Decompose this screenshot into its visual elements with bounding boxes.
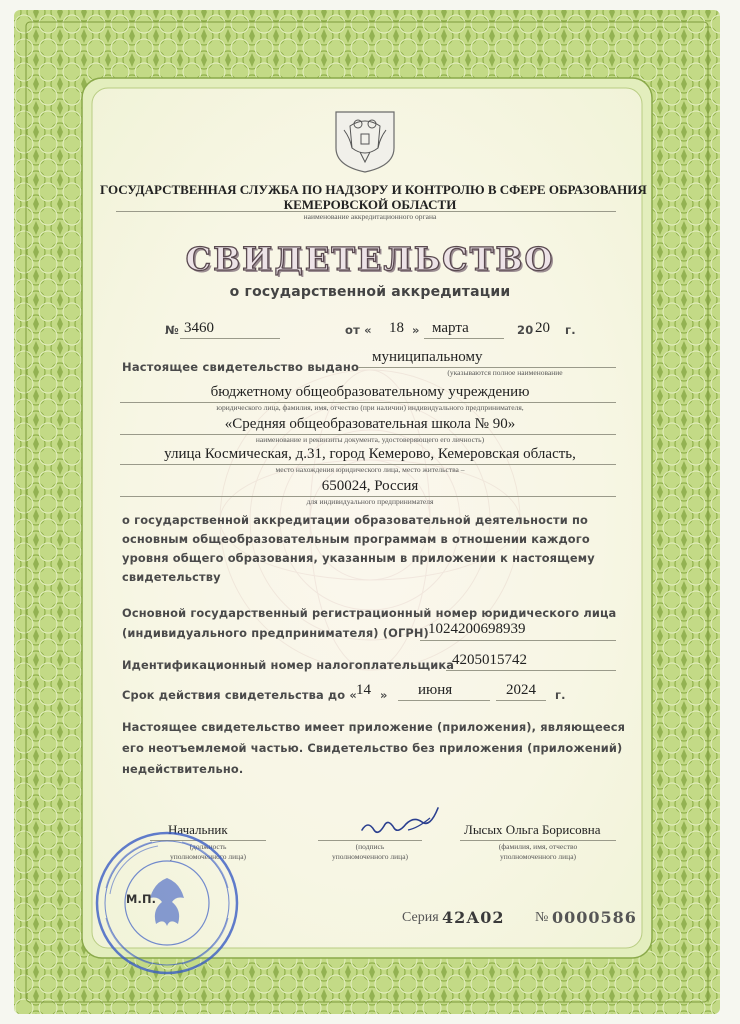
position-caption2: уполномоченного лица) <box>169 852 247 861</box>
validity-label: Срок действия свидетельства до « <box>122 688 357 702</box>
position-caption1: (должность <box>189 842 227 851</box>
document-subtitle: о государственной аккредитации <box>229 284 511 300</box>
issue-day-close: » <box>412 323 420 337</box>
accreditation-line4: свидетельству <box>122 570 221 584</box>
sign-caption2: уполномоченного лица) <box>331 852 409 861</box>
validity-year-label: г. <box>555 688 566 702</box>
validity-month: июня <box>418 682 453 698</box>
authority-caption: наименование аккредитационного органа <box>303 212 437 221</box>
signature-mark <box>348 800 448 842</box>
signer-name: Лысых Ольга Борисовна <box>464 822 601 837</box>
issued-caption2: юридического лица, фамилия, имя, отчество (при наличии) индивидуального предпринимателя, <box>216 403 524 412</box>
blank-number: 0000586 <box>552 908 637 927</box>
blank-number-label: № <box>535 910 549 925</box>
appendix-line2: его неотъемлемой частью. Свидетельство без приложения (приложений) <box>122 741 623 755</box>
issued-value3: «Средняя общеобразовательная школа № 90» <box>224 416 516 432</box>
ogrn-value: 1024200698939 <box>428 621 526 637</box>
validity-day: 14 <box>356 682 371 698</box>
stamp-place-label: М.П. <box>126 892 157 906</box>
emblem-icon <box>330 108 400 174</box>
ogrn-label1: Основной государственный регистрационный номер юридического лица <box>122 606 617 620</box>
issue-year-suffix: 20 <box>535 320 550 336</box>
name-caption2: уполномоченного лица) <box>499 852 577 861</box>
issued-value1: муниципальному <box>372 349 483 365</box>
accreditation-line3: уровня общего образования, указанным в приложении к настоящему <box>122 551 595 565</box>
inn-label: Идентификационный номер налогоплательщика <box>122 658 455 672</box>
validity-year: 2024 <box>506 682 536 698</box>
issued-value4: улица Космическая, д.31, город Кемерово, Кемеровская область, <box>164 446 576 462</box>
series-value: 42А02 <box>442 908 505 927</box>
official-stamp <box>92 828 242 978</box>
inn-value: 4205015742 <box>452 652 527 668</box>
issue-day: 18 <box>389 320 404 336</box>
authority-line1: ГОСУДАРСТВЕННАЯ СЛУЖБА ПО НАДЗОРУ И КОНТРОЛЮ В СФЕРЕ ОБРАЗОВАНИЯ <box>100 182 647 197</box>
accreditation-line2: основным общеобразовательным программам в отношении каждого <box>122 532 590 546</box>
issued-caption1: (указываются полное наименование <box>447 368 563 377</box>
document-title: СВИДЕТЕЛЬСТВО <box>185 240 555 278</box>
sign-caption1: (подпись <box>355 842 385 851</box>
authority-line2: КЕМЕРОВСКОЙ ОБЛАСТИ <box>283 197 457 212</box>
issued-caption3: наименование и реквизиты документа, удостоверяющего его личность) <box>255 435 485 444</box>
appendix-line1: Настоящее свидетельство имеет приложение (приложения), являющееся <box>122 720 626 734</box>
issued-caption4: место нахождения юридического лица, место жительства – <box>275 465 465 474</box>
issued-label: Настоящее свидетельство выдано <box>122 360 360 374</box>
issued-caption5: для индивидуального предпринимателя <box>306 497 434 506</box>
issue-year-prefix: 20 <box>517 323 534 337</box>
appendix-line3: недействительно. <box>122 762 244 776</box>
series-label: Серия <box>402 910 439 925</box>
issued-value2: бюджетному общеобразовательному учреждению <box>210 384 530 400</box>
certificate-number: 3460 <box>184 320 214 336</box>
ogrn-label2: (индивидуального предпринимателя) (ОГРН) <box>122 626 429 640</box>
issued-value5: 650024, Россия <box>321 478 419 494</box>
accreditation-line1: о государственной аккредитации образовательной деятельности по <box>122 513 589 527</box>
name-caption1: (фамилия, имя, отчество <box>498 842 578 851</box>
issue-year-label: г. <box>565 323 576 337</box>
date-from-label: от « <box>345 323 372 337</box>
number-label: № <box>165 323 180 337</box>
validity-day-close: » <box>380 688 388 702</box>
signer-position: Начальник <box>168 822 228 837</box>
issue-month: марта <box>432 320 469 336</box>
